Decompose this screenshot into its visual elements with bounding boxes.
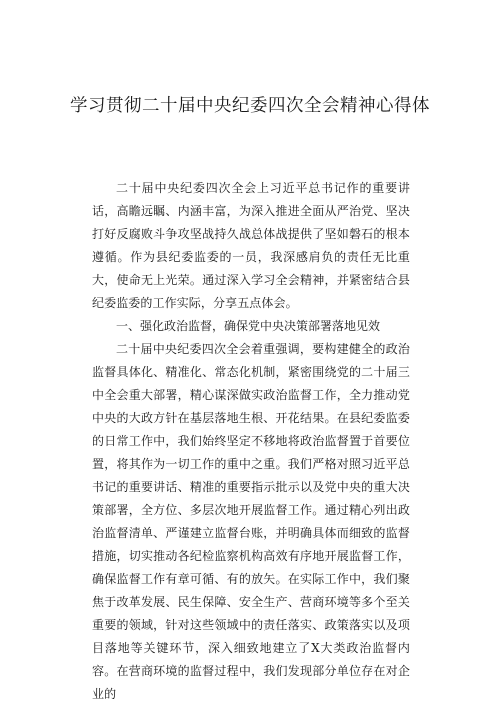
section-1-paragraph: 二十届中央纪委四次全会着重强调，要构建健全的政治监督具体化、精准化、常态化机制，紧密围绕党的二十届三中全会重大部署，精心谋深做实政治监督工作，全力推动党中央的大政方针在基层落地生根、开花结果。在县纪委监委的日常工作中，我们始终坚定不移地将政治监督置于首要位置，将其作为一切工作的重中之重。我们严格对照习近平总书记的重要讲话、精准的重要指示批示以及党中央的重大决策部署，全方位、多层次地开展监督工作。通过精心列出政治监督清单、严谨建立监督台账，并明确具体而细致的监督措施，切实推动各纪检监察机构高效有序地开展监督工作，确保监督工作有章可循、有的放矢。在实际工作中，我们聚焦于改革发展、民生保障、安全生产、营商环境等多个至关重要的领域，针对这些领域中的责任落实、政策落实以及项目落地等关键环节，深入细致地建立了X大类政治监督内容。在营商环境的监督过程中，我们发现部分单位存在对企业的 <box>92 342 410 701</box>
intro-paragraph: 二十届中央纪委四次全会上习近平总书记作的重要讲话，高瞻远瞩、内涵丰富，为深入推进全面从严治党、坚决打好反腐败斗争攻坚战持久战总体战提供了坚如磐石的根本遵循。作为县纪委监委的一员，我深感肩负的责任无比重大，使命无上光荣。通过深入学习全会精神，并紧密结合县纪委监委的工作实际，分享五点体会。 <box>92 181 410 310</box>
document-title: 学习贯彻二十届中央纪委四次全会精神心得体 <box>70 96 430 116</box>
document-body <box>92 177 410 706</box>
section-heading-1: 一、强化政治监督，确保党中央决策部署落地见效 <box>116 319 381 333</box>
